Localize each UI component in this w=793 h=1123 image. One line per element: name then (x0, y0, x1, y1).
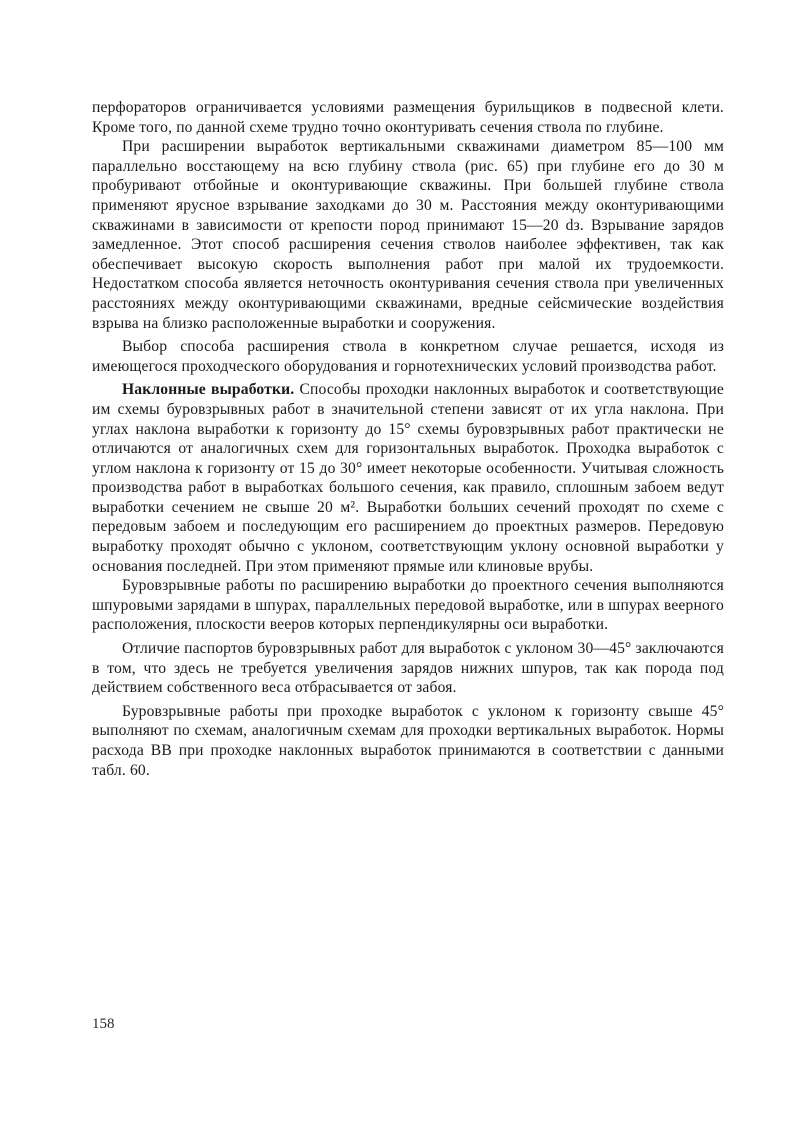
paragraph-steep-workings: Буровзрывные работы при проходке выработок с уклоном к горизонту свыше 45° выполняют по схемам, аналогичным схемам для проходки вертикальных выработок. Нормы расхода ВВ при проходке наклонных выработок принимаются в соответствии с данными табл. 60. (92, 702, 724, 779)
paragraph-continuation: перфораторов ограничивается условиями размещения бурильщиков в подвесной клети. Кроме того, по данной схеме трудно точно оконтуривать сечения ствола по глубине. (92, 99, 724, 136)
page-body (92, 98, 724, 780)
paragraph-passport-differences: Отличие паспортов буровзрывных работ для выработок с уклоном 30—45° заключаются в том, что здесь не требуется увеличения зарядов нижних шпуров, так как порода под действием собственного веса отбрасывается от забоя. (92, 640, 724, 697)
paragraph-inclined-workings (92, 380, 724, 576)
page-number: 158 (92, 1016, 115, 1032)
paragraph-method-choice: Выбор способа расширения ствола в конкретном случае решается, исходя из имеющегося проходческого оборудования и горнотехнических условий производства работ. (92, 338, 724, 375)
section-heading-inclined-workings: Наклонные выработки. (122, 381, 295, 399)
paragraph-vertical-boreholes: При расширении выработок вертикальными скважинами диаметром 85—100 мм параллельно восстающему на всю глубину ствола (рис. 65) при глубине его до 30 м пробуривают отбойные и оконтуривающие скважины. При большей глубине ствола применяют ярусное взрывание заходками до 30 м. Расстояния между оконтуривающими скважинами в зависимости от крепости пород принимают 15—20 dз. Взрывание зарядов замедленное. Этот способ расширения сечения стволов наиболее эффективен, так как обеспечивает высокую скорость выполнения работ при малой их трудоемкости. Недостатком способа является неточность оконтуривания сечения ствола при увеличенных расстояниях между оконтуривающими скважинами, вредные сейсмические воздействия взрыва на близко расположенные выработки и сооружения. (92, 138, 724, 332)
paragraph-inclined-workings-text: Способы проходки наклонных выработок и соответствующие им схемы буровзрывных работ в значительной степени зависят от их угла наклона. При углах наклона выработки к горизонту до 15° схемы буровзрывных работ практически не отличаются от аналогичных схем для горизонтальных выработок. Проходка выработок с углом наклона к горизонту от 15 до 30° имеет некоторые особенности. Учитывая сложность производства работ в выработках большого сечения, как правило, сплошным забоем ведут выработки сечением не свыше 20 м². Выработки больших сечений проходят по схеме с передовым забоем и последующим его расширением до проектных размеров. Передовую выработку проходят обычно с уклоном, соответствующим уклону основной выработки у основания последней. При этом применяют прямые или клиновые врубы. (92, 381, 724, 575)
paragraph-drilling-blasting-widening: Буровзрывные работы по расширению выработки до проектного сечения выполняются шпуровыми зарядами в шпурах, параллельных передовой выработке, или в шпурах веерного расположения, плоскости вееров которых перпендикулярны оси выработки. (92, 577, 724, 634)
